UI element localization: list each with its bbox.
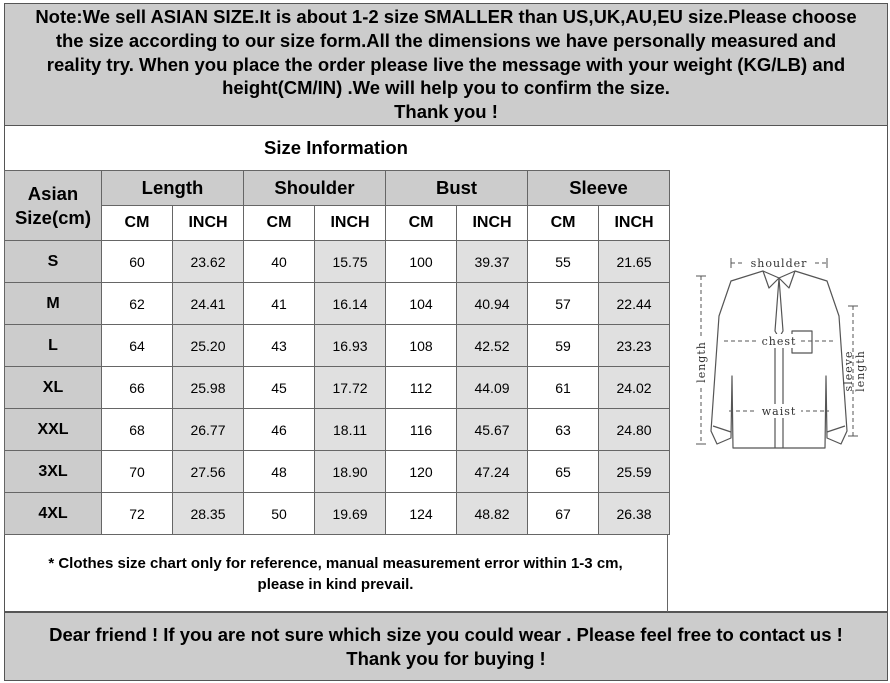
inch-value-cell: 24.02 bbox=[599, 367, 670, 409]
shirt-outline-icon bbox=[711, 271, 847, 448]
sleeve-label: sleeve bbox=[842, 350, 855, 392]
cm-value-cell: 50 bbox=[244, 493, 315, 535]
notice-line: Thank you ! bbox=[394, 101, 498, 123]
inch-value-cell: 16.93 bbox=[315, 325, 386, 367]
cm-value-cell: 68 bbox=[102, 409, 173, 451]
cm-value-cell: 40 bbox=[244, 241, 315, 283]
inch-value-cell: 16.14 bbox=[315, 283, 386, 325]
notice-line: the size according to our size form.All the dimensions we have personally measured and bbox=[55, 29, 837, 51]
inch-value-cell: 27.56 bbox=[173, 451, 244, 493]
inch-value-cell: 19.69 bbox=[315, 493, 386, 535]
cm-value-cell: 100 bbox=[386, 241, 457, 283]
inch-value-cell: 24.80 bbox=[599, 409, 670, 451]
sleeve-length-label: length bbox=[854, 350, 867, 392]
notice-line: height(CM/IN) .We will help you to confirm the size. bbox=[222, 77, 670, 99]
size-label-cell: S bbox=[5, 241, 102, 283]
size-table bbox=[4, 170, 670, 535]
notice-line: Note:We sell ASIAN SIZE.It is about 1-2 size SMALLER than US,UK,AU,EU size.Please choose bbox=[35, 6, 857, 27]
shoulder-label: shoulder bbox=[750, 257, 808, 270]
cm-value-cell: 62 bbox=[102, 283, 173, 325]
closing-line: Dear friend ! If you are not sure which size you could wear . Please feel free to contact us ! bbox=[49, 623, 843, 645]
cm-value-cell: 72 bbox=[102, 493, 173, 535]
cm-value-cell: 108 bbox=[386, 325, 457, 367]
size-row bbox=[5, 493, 670, 535]
cm-value-cell: 48 bbox=[244, 451, 315, 493]
cm-header: CM bbox=[386, 206, 457, 241]
inch-value-cell: 40.94 bbox=[457, 283, 528, 325]
cm-value-cell: 57 bbox=[528, 283, 599, 325]
cm-value-cell: 124 bbox=[386, 493, 457, 535]
inch-value-cell: 44.09 bbox=[457, 367, 528, 409]
cm-value-cell: 43 bbox=[244, 325, 315, 367]
shoulder-header: Shoulder bbox=[244, 171, 386, 206]
footnote-line: please in kind prevail. bbox=[257, 575, 414, 593]
size-label-cell: 4XL bbox=[5, 493, 102, 535]
cm-value-cell: 59 bbox=[528, 325, 599, 367]
length-header: Length bbox=[102, 171, 244, 206]
size-label-cell: L bbox=[5, 325, 102, 367]
size-label-cell: 3XL bbox=[5, 451, 102, 493]
cm-value-cell: 112 bbox=[386, 367, 457, 409]
waist-label: waist bbox=[761, 405, 797, 418]
size-row bbox=[5, 241, 670, 283]
inch-value-cell: 26.38 bbox=[599, 493, 670, 535]
inch-value-cell: 18.11 bbox=[315, 409, 386, 451]
cm-value-cell: 60 bbox=[102, 241, 173, 283]
closing-banner bbox=[4, 612, 888, 681]
measurement-footnote bbox=[4, 535, 668, 612]
inch-value-cell: 47.24 bbox=[457, 451, 528, 493]
cm-value-cell: 67 bbox=[528, 493, 599, 535]
shirt-measurement-diagram bbox=[669, 126, 888, 612]
size-rows bbox=[5, 241, 670, 535]
inch-value-cell: 23.23 bbox=[599, 325, 670, 367]
footnote-line: * Clothes size chart only for reference, manual measurement error within 1-3 cm, bbox=[48, 554, 623, 572]
size-label-cell: XXL bbox=[5, 409, 102, 451]
cm-value-cell: 66 bbox=[102, 367, 173, 409]
inch-value-cell: 25.98 bbox=[173, 367, 244, 409]
cm-value-cell: 64 bbox=[102, 325, 173, 367]
size-notice-banner bbox=[4, 3, 888, 126]
size-row bbox=[5, 283, 670, 325]
inch-value-cell: 17.72 bbox=[315, 367, 386, 409]
closing-line: Thank you for buying ! bbox=[346, 647, 546, 669]
inch-value-cell: 24.41 bbox=[173, 283, 244, 325]
inch-header: INCH bbox=[599, 206, 670, 241]
inch-value-cell: 25.59 bbox=[599, 451, 670, 493]
inch-value-cell: 22.44 bbox=[599, 283, 670, 325]
inch-value-cell: 28.35 bbox=[173, 493, 244, 535]
inch-value-cell: 23.62 bbox=[173, 241, 244, 283]
inch-value-cell: 26.77 bbox=[173, 409, 244, 451]
asian-size-header bbox=[5, 171, 102, 241]
length-label: length bbox=[695, 341, 708, 383]
cm-header: CM bbox=[244, 206, 315, 241]
inch-value-cell: 39.37 bbox=[457, 241, 528, 283]
inch-value-cell: 18.90 bbox=[315, 451, 386, 493]
inch-header: INCH bbox=[173, 206, 244, 241]
size-row bbox=[5, 409, 670, 451]
chest-label: chest bbox=[761, 335, 797, 348]
size-information-title: Size Information bbox=[264, 137, 408, 158]
cm-value-cell: 70 bbox=[102, 451, 173, 493]
size-label-cell: M bbox=[5, 283, 102, 325]
inch-value-cell: 42.52 bbox=[457, 325, 528, 367]
cm-header: CM bbox=[528, 206, 599, 241]
cm-value-cell: 46 bbox=[244, 409, 315, 451]
cm-value-cell: 104 bbox=[386, 283, 457, 325]
size-row bbox=[5, 325, 670, 367]
size-row bbox=[5, 451, 670, 493]
inch-value-cell: 25.20 bbox=[173, 325, 244, 367]
cm-value-cell: 45 bbox=[244, 367, 315, 409]
inch-header: INCH bbox=[315, 206, 386, 241]
inch-header: INCH bbox=[457, 206, 528, 241]
asian-size-label: Asian bbox=[27, 182, 79, 204]
notice-line: reality try. When you place the order please live the message with your weight (KG/LB) and bbox=[46, 53, 846, 75]
cm-value-cell: 65 bbox=[528, 451, 599, 493]
asian-size-unit-label: Size(cm) bbox=[14, 206, 92, 228]
inch-value-cell: 45.67 bbox=[457, 409, 528, 451]
inch-value-cell: 15.75 bbox=[315, 241, 386, 283]
inch-value-cell: 48.82 bbox=[457, 493, 528, 535]
cm-value-cell: 55 bbox=[528, 241, 599, 283]
inch-value-cell: 21.65 bbox=[599, 241, 670, 283]
cm-value-cell: 41 bbox=[244, 283, 315, 325]
bust-header: Bust bbox=[386, 171, 528, 206]
size-label-cell: XL bbox=[5, 367, 102, 409]
cm-value-cell: 63 bbox=[528, 409, 599, 451]
size-row bbox=[5, 367, 670, 409]
sleeve-header: Sleeve bbox=[528, 171, 670, 206]
cm-header: CM bbox=[102, 206, 173, 241]
cm-value-cell: 120 bbox=[386, 451, 457, 493]
cm-value-cell: 61 bbox=[528, 367, 599, 409]
cm-value-cell: 116 bbox=[386, 409, 457, 451]
